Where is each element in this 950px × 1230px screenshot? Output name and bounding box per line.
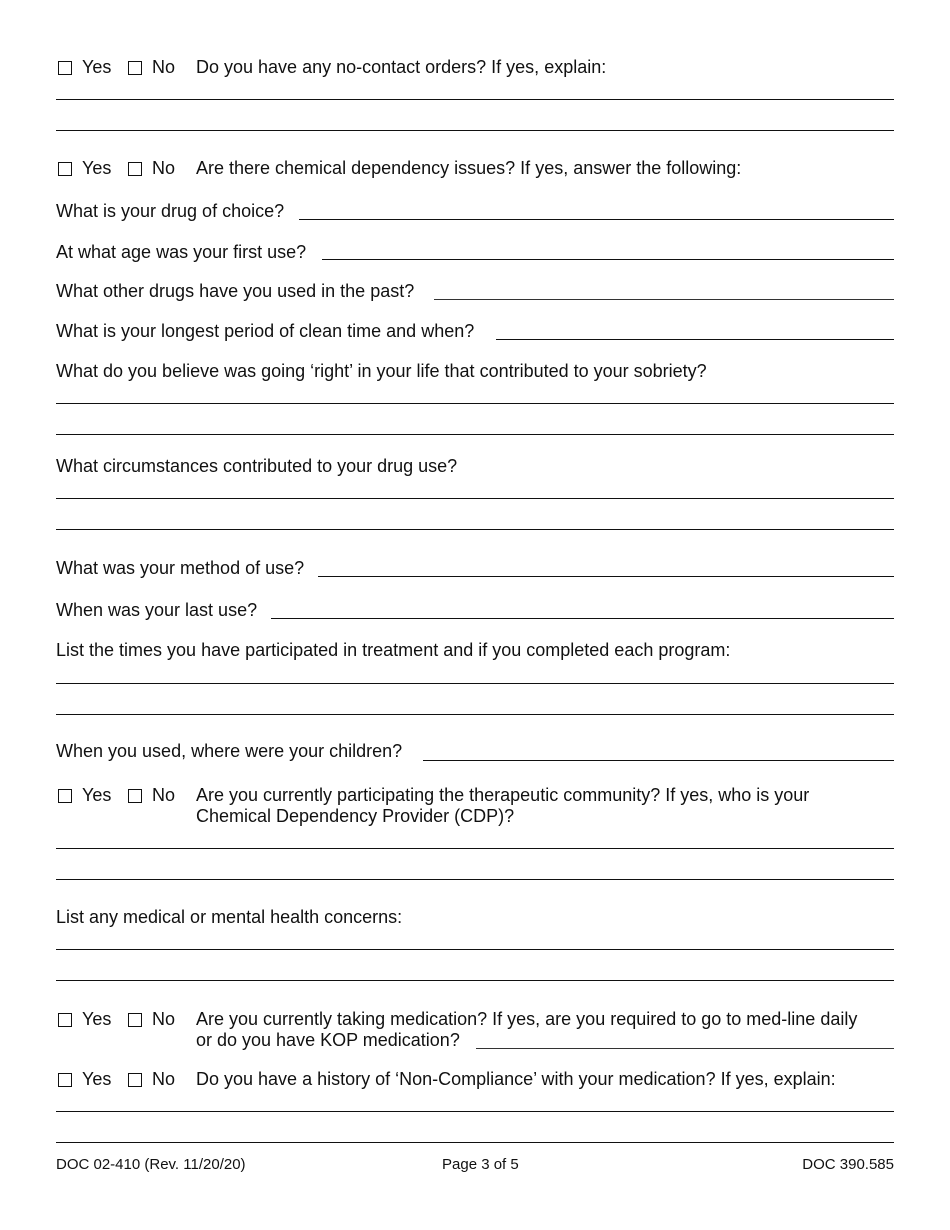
therapeutic-yes-checkbox[interactable] bbox=[58, 789, 72, 803]
yes-label: Yes bbox=[82, 785, 112, 805]
treatment-answer-line-1[interactable] bbox=[56, 683, 894, 684]
treatment-answer-line-2[interactable] bbox=[56, 714, 894, 715]
other-drugs-line[interactable] bbox=[434, 299, 894, 300]
no-label: No bbox=[152, 1009, 176, 1029]
medication-yes-checkbox[interactable] bbox=[58, 1013, 72, 1027]
no-label: No bbox=[152, 57, 176, 77]
question-no-contact: Do you have any no-contact orders? If yes, explain: bbox=[196, 57, 607, 77]
circumstances-answer-line-2[interactable] bbox=[56, 529, 894, 530]
no-label: No bbox=[152, 158, 176, 178]
yes-label: Yes bbox=[82, 1069, 112, 1089]
no-contact-answer-line-1[interactable] bbox=[56, 99, 894, 100]
question-therapeutic-line-1: Are you currently participating the therapeutic community? If yes, who is your bbox=[196, 785, 810, 805]
question-chemical-dependency: Are there chemical dependency issues? If yes, answer the following: bbox=[196, 158, 742, 178]
chemical-no-checkbox[interactable] bbox=[128, 162, 142, 176]
no-contact-no-checkbox[interactable] bbox=[128, 61, 142, 75]
noncompliance-no-checkbox[interactable] bbox=[128, 1073, 142, 1087]
footer-page-number: Page 3 of 5 bbox=[442, 1156, 519, 1173]
question-medication-line-1: Are you currently taking medication? If yes, are you required to go to med-line daily bbox=[196, 1009, 858, 1029]
noncompliance-yes-checkbox[interactable] bbox=[58, 1073, 72, 1087]
no-contact-yes-checkbox[interactable] bbox=[58, 61, 72, 75]
medical-answer-line-1[interactable] bbox=[56, 949, 894, 950]
yes-label: Yes bbox=[82, 1009, 112, 1029]
question-medication-line-2: or do you have KOP medication? bbox=[196, 1030, 460, 1050]
yes-label: Yes bbox=[82, 57, 112, 77]
question-treatment: List the times you have participated in treatment and if you completed each program: bbox=[56, 640, 731, 660]
no-contact-answer-line-2[interactable] bbox=[56, 130, 894, 131]
yes-label: Yes bbox=[82, 158, 112, 178]
question-drug-of-choice: What is your drug of choice? bbox=[56, 201, 285, 221]
circumstances-answer-line-1[interactable] bbox=[56, 498, 894, 499]
method-of-use-line[interactable] bbox=[318, 576, 894, 577]
going-right-answer-line-1[interactable] bbox=[56, 403, 894, 404]
therapeutic-answer-line-1[interactable] bbox=[56, 848, 894, 849]
therapeutic-no-checkbox[interactable] bbox=[128, 789, 142, 803]
question-method-of-use: What was your method of use? bbox=[56, 558, 305, 578]
footer-policy-number: DOC 390.585 bbox=[802, 1156, 894, 1173]
question-noncompliance: Do you have a history of ‘Non-Compliance’ with your medication? If yes, explain: bbox=[196, 1069, 836, 1089]
question-therapeutic-line-2: Chemical Dependency Provider (CDP)? bbox=[196, 806, 515, 826]
children-line[interactable] bbox=[423, 760, 894, 761]
question-circumstances: What circumstances contributed to your drug use? bbox=[56, 456, 458, 476]
medication-answer-line[interactable] bbox=[476, 1048, 894, 1049]
going-right-answer-line-2[interactable] bbox=[56, 434, 894, 435]
question-going-right: What do you believe was going ‘right’ in your life that contributed to your sobriety? bbox=[56, 361, 707, 381]
no-label: No bbox=[152, 785, 176, 805]
therapeutic-answer-line-2[interactable] bbox=[56, 879, 894, 880]
question-medical-concerns: List any medical or mental health concerns: bbox=[56, 907, 403, 927]
chemical-yes-checkbox[interactable] bbox=[58, 162, 72, 176]
question-first-use-age: At what age was your first use? bbox=[56, 242, 307, 262]
noncompliance-answer-line-2[interactable] bbox=[56, 1142, 894, 1143]
clean-time-line[interactable] bbox=[496, 339, 894, 340]
question-children: When you used, where were your children? bbox=[56, 741, 403, 761]
medication-no-checkbox[interactable] bbox=[128, 1013, 142, 1027]
noncompliance-answer-line-1[interactable] bbox=[56, 1111, 894, 1112]
question-other-drugs: What other drugs have you used in the past? bbox=[56, 281, 415, 301]
question-last-use: When was your last use? bbox=[56, 600, 258, 620]
medical-answer-line-2[interactable] bbox=[56, 980, 894, 981]
last-use-line[interactable] bbox=[271, 618, 894, 619]
footer-form-id: DOC 02-410 (Rev. 11/20/20) bbox=[56, 1156, 246, 1173]
question-clean-time: What is your longest period of clean time and when? bbox=[56, 321, 475, 341]
drug-of-choice-line[interactable] bbox=[299, 219, 894, 220]
no-label: No bbox=[152, 1069, 176, 1089]
first-use-age-line[interactable] bbox=[322, 259, 894, 260]
